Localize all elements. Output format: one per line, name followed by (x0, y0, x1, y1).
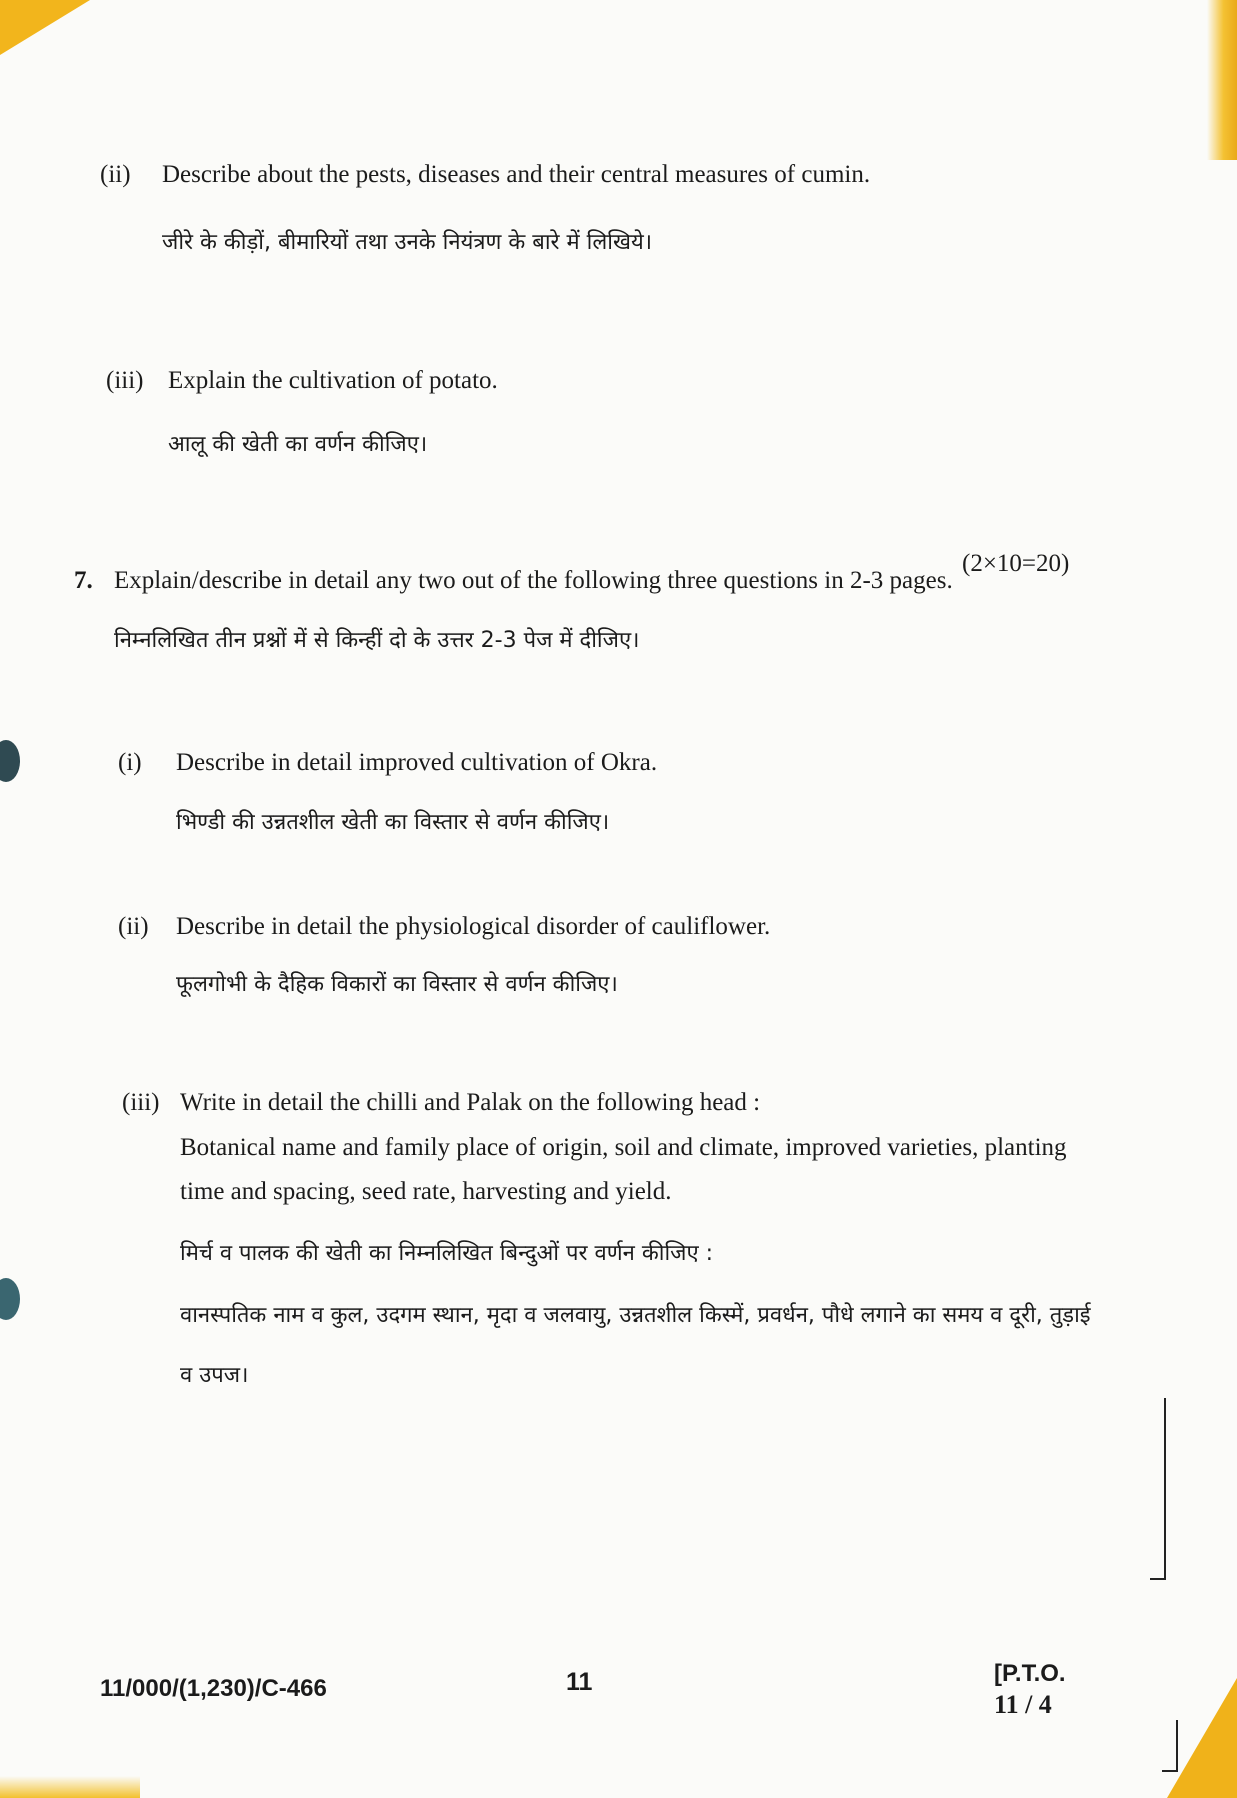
margin-bracket (1162, 1720, 1178, 1772)
paper-edge-highlight (1207, 0, 1237, 160)
question-number: (ii) (118, 913, 149, 940)
question-text-en: Describe about the pests, diseases and their central measures of cumin. (162, 161, 871, 188)
paper-corner-highlight (0, 0, 90, 55)
question-text-hi: जीरे के कीड़ों, बीमारियों तथा उनके नियंत्रण के बारे में लिखिये। (162, 230, 653, 255)
question-text-hi: आलू की खेती का वर्णन कीजिए। (168, 432, 428, 457)
question-text-en: Describe in detail the physiological disorder of cauliflower. (176, 913, 771, 940)
marks-allocation: (2×10=20) (962, 550, 1070, 577)
binding-hole (0, 1278, 20, 1320)
margin-bracket (1150, 1398, 1166, 1580)
paper-code: 11/000/(1,230)/C-466 (100, 1675, 327, 1702)
please-turn-over: [P.T.O. (994, 1660, 1066, 1687)
question-number: (iii) (106, 367, 144, 394)
question-text-hi: मिर्च व पालक की खेती का निम्नलिखित बिन्दुओं पर वर्णन कीजिए : (180, 1241, 714, 1266)
question-number: (i) (118, 749, 142, 776)
question-text-en: Write in detail the chilli and Palak on the following head : (180, 1089, 761, 1116)
question-text-en: Explain the cultivation of potato. (168, 367, 498, 394)
page-number: 11 (566, 1668, 593, 1696)
question-details-hi: वानस्पतिक नाम व कुल, उदगम स्थान, मृदा व जलवायु, उन्नतशील किस्में, प्रवर्धन, पौधे लगाने का समय व दूरी, तुड़ाई व उपज। (180, 1303, 1091, 1388)
question-text-hi: भिण्डी की उन्नतशील खेती का विस्तार से वर्णन कीजिए। (176, 810, 610, 835)
sheet-number: 11 / 4 (994, 1690, 1052, 1719)
question-number: (ii) (100, 161, 131, 188)
question-text-en: Explain/describe in detail any two out of the following three questions in 2-3 pages. (114, 567, 953, 594)
question-details-en: Botanical name and family place of origin, soil and climate, improved varieties, planting time and spacing, seed rate, harvesting and yield. (180, 1134, 1067, 1205)
question-number: 7. (74, 567, 93, 594)
paper-edge-highlight (0, 1776, 140, 1798)
question-text-hi: निम्नलिखित तीन प्रश्नों में से किन्हीं दो के उत्तर 2-3 पेज में दीजिए। (114, 628, 640, 653)
binding-hole (0, 740, 20, 782)
question-text-en: Describe in detail improved cultivation of Okra. (176, 749, 658, 776)
question-text-hi: फूलगोभी के दैहिक विकारों का विस्तार से वर्णन कीजिए। (176, 972, 618, 997)
question-number: (iii) (122, 1089, 160, 1116)
